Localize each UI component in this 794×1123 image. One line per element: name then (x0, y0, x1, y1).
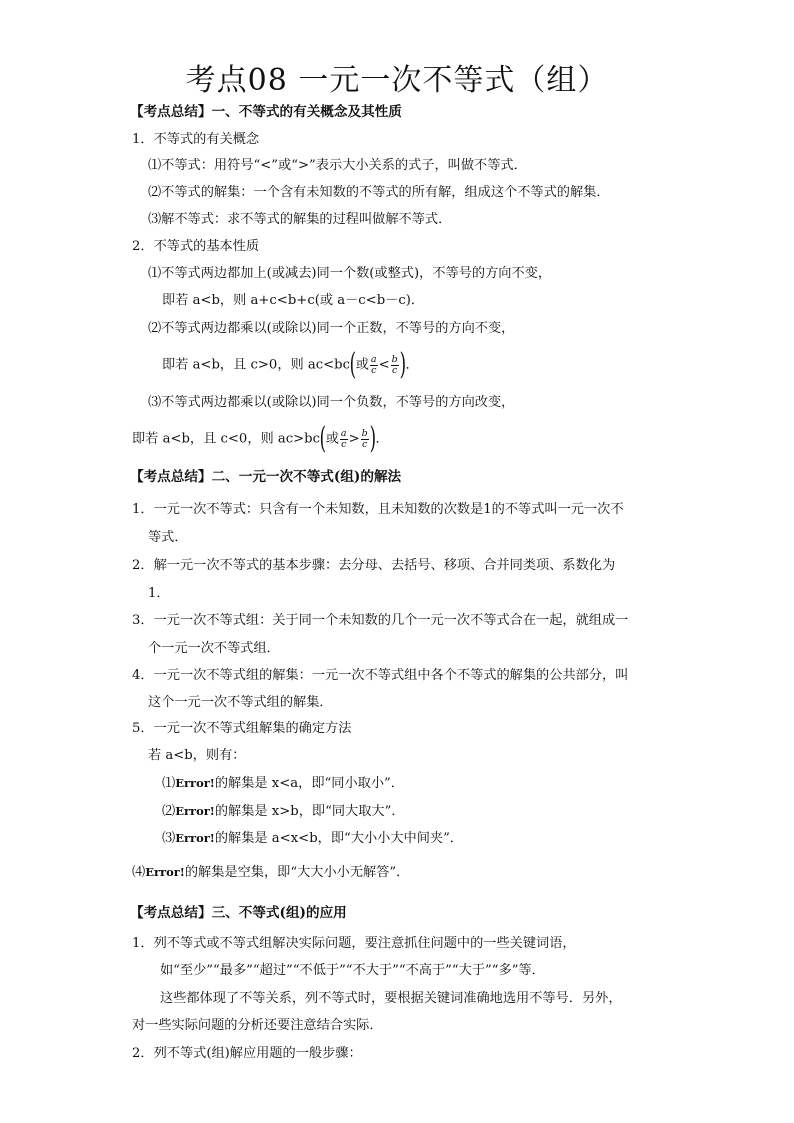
s2-case4 (132, 863, 409, 882)
error-label: Error! (175, 804, 215, 818)
or-label: 或 (325, 431, 339, 447)
s2-item5: 5．一元一次不等式组解集的确定方法 (132, 721, 352, 736)
s1-item1: 1．不等式的有关概念 (132, 132, 260, 147)
error-label: Error! (175, 776, 215, 790)
s2-case1 (162, 774, 404, 793)
s2-item3-line2: 个一元一次不等式组． (148, 641, 280, 656)
case-number: ⑵ (162, 804, 176, 819)
s2-item3-line1: 3．一元一次不等式组：关于同一个未知数的几个一元一次不等式合在一起，就组成一 (132, 613, 629, 628)
left-paren: ( (349, 347, 357, 382)
or-label: 或 (355, 357, 369, 373)
section2-header (130, 468, 401, 486)
error-label: Error! (145, 865, 185, 879)
section2-header-tag: 【考点总结】 (130, 469, 212, 485)
s1-item2: 2．不等式的基本性质 (132, 239, 260, 254)
s1-item2-2-ex-text: 即若 a<b，且 c>0，则 ac<bc (162, 357, 351, 373)
s2-item4-line2: 这个一元一次不等式组的解集． (148, 695, 333, 710)
compare-sign: > (348, 431, 360, 447)
section3-header-tag: 【考点总结】 (130, 905, 212, 921)
s1-item2-1: ⑴不等式两边都加上(或减去)同一个数(或整式)，不等号的方向不变， (148, 266, 552, 281)
period: ． (405, 357, 419, 373)
case-number: ⑶ (162, 831, 176, 846)
fraction-a-over-c: $\frac{a}{c}$ (370, 353, 377, 376)
s3-item2: 2．列不等式(组)解应用题的一般步骤： (132, 1046, 362, 1061)
fraction-b-over-c: $\frac{b}{c}$ (391, 353, 398, 376)
s1-item2-1-example: 即若 a<b，则 a+c<b+c(或 a－c<b－c)． (162, 293, 425, 308)
s2-item2-line1: 2．解一元一次不等式的基本步骤：去分母、去括号、移项、合并同类项、系数化为 (132, 558, 616, 573)
s2-case3 (162, 829, 463, 848)
s1-item2-3-example (132, 421, 389, 456)
section1-header (130, 103, 402, 121)
fraction-a-over-c: $\frac{a}{c}$ (340, 427, 347, 450)
s3-item1-para-line1: 这些都体现了不等关系，列不等式时，要根据关键词准确地选用不等号．另外， (160, 991, 622, 1006)
section3-header-title: 三、不等式(组)的应用 (211, 905, 347, 921)
right-paren: ) (369, 421, 376, 456)
s3-item1-example: 如“至少”“最多”“超过”“不低于”“不大于”“不高于”“大于”“多”等． (160, 963, 545, 978)
s3-item1: 1．列不等式或不等式组解决实际问题，要注意抓住问题中的一些关键词语， (132, 936, 576, 951)
case-number: ⑷ (132, 865, 146, 880)
s2-item1-line2: 等式． (148, 530, 188, 545)
section2-header-title: 二、一元一次不等式(组)的解法 (211, 469, 402, 485)
case-text: 的解集是 x<a，即“同小取小”． (214, 776, 404, 791)
s1-item1-3: ⑶解不等式：求不等式的解集的过程叫做解不等式． (148, 212, 452, 227)
s2-item4-line1: 4．一元一次不等式组的解集：一元一次不等式组中各个不等式的解集的公共部分，叫 (132, 668, 629, 683)
s2-item1-line1: 1．一元一次不等式：只含有一个未知数，且未知数的次数是1的不等式叫一元一次不 (132, 502, 624, 517)
right-paren: ) (399, 347, 406, 382)
left-paren: ( (319, 421, 327, 456)
error-label: Error! (175, 831, 215, 845)
s1-item2-3-ex-text: 即若 a<b，且 c<0，则 ac>bc (132, 431, 321, 447)
page-title: 考点08 一元一次不等式（组） (185, 63, 609, 98)
case-number: ⑴ (162, 776, 176, 791)
fraction-b-over-c: $\frac{b}{c}$ (361, 427, 368, 450)
s2-item2-line2: 1． (148, 586, 170, 601)
period: ． (375, 431, 389, 447)
section1-header-title: 一、不等式的有关概念及其性质 (211, 104, 402, 120)
s1-item1-1: ⑴不等式：用符号“<”或“>”表示大小关系的式子，叫做不等式． (148, 158, 527, 173)
s2-item5-premise: 若 a<b，则有： (148, 748, 246, 763)
s1-item2-3: ⑶不等式两边都乘以(或除以)同一个负数，不等号的方向改变， (148, 395, 515, 410)
s3-item1-para-line2: 对一些实际问题的分析还要注意结合实际． (132, 1018, 383, 1033)
case-text: 的解集是空集，即“大大小小无解答”． (184, 865, 410, 880)
s2-case2 (162, 802, 405, 821)
s1-item2-2: ⑵不等式两边都乘以(或除以)同一个正数，不等号的方向不变， (148, 321, 515, 336)
s1-item1-2: ⑵不等式的解集：一个含有未知数的不等式的所有解，组成这个不等式的解集． (148, 185, 610, 200)
s1-item2-2-example (162, 347, 419, 382)
section3-header (130, 904, 347, 922)
case-text: 的解集是 x>b，即“同大取大”． (214, 804, 405, 819)
case-text: 的解集是 a<x<b，即“大小小大中间夹”． (214, 831, 463, 846)
section1-header-tag: 【考点总结】 (130, 104, 212, 120)
compare-sign: < (378, 357, 390, 373)
